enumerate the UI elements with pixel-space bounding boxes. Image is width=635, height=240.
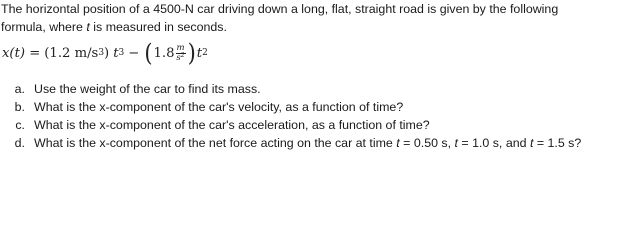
question-letter: b. xyxy=(14,100,25,114)
question-letter: d. xyxy=(14,136,25,150)
problem-statement xyxy=(1,0,629,36)
term1-variable: t xyxy=(113,45,119,61)
term2-coefficient: 1.8 xyxy=(153,45,175,61)
problem-line-2 xyxy=(1,18,629,36)
time-variable: t xyxy=(86,20,90,34)
term2-unit-denominator-base: s xyxy=(176,52,181,63)
question-a xyxy=(0,80,635,98)
question-b xyxy=(0,98,635,116)
question-text: Use the weight of the car to find its mass. xyxy=(34,82,261,96)
question-c xyxy=(0,116,635,134)
time-variable: t xyxy=(396,136,400,150)
minus-sign: − xyxy=(128,45,140,61)
term2-close-paren: ) xyxy=(187,38,196,67)
problem-line-1: The horizontal position of a 4500-N car driving down a long, flat, straight road is given by the following xyxy=(1,2,559,16)
question-letter: a. xyxy=(14,82,25,96)
time-variable: t xyxy=(454,136,458,150)
time-value-1: = 0.50 s, xyxy=(399,136,455,150)
position-formula: x(t) = (1.2 m/s 3 ) t 3 − ( 1.8 $\frac{m}{s^2}$ ) t 2 xyxy=(2,38,208,67)
time-value-2: = 1.0 s, and xyxy=(457,136,530,150)
term2-open-paren: ( xyxy=(144,38,153,67)
question-letter: c. xyxy=(15,118,25,132)
term1-close-paren: ) xyxy=(104,45,110,61)
term2-unit-fraction xyxy=(176,44,186,63)
problem-line-2-end: is measured in seconds. xyxy=(89,20,227,34)
question-text xyxy=(34,134,581,152)
term2-unit-denominator xyxy=(176,51,185,63)
formula-lhs: x(t) = xyxy=(2,45,41,61)
question-d-start: What is the x-component of the net force acting on the car at time xyxy=(34,136,397,150)
problem-line-2-start: formula, where xyxy=(1,20,87,34)
question-text: What is the x-component of the car's acceleration, as a function of time? xyxy=(34,118,430,132)
question-text: What is the x-component of the car's velocity, as a function of time? xyxy=(34,100,404,114)
term2-unit-numerator: m xyxy=(176,42,185,53)
term1-coefficient: (1.2 m/s xyxy=(44,45,99,61)
question-d xyxy=(0,134,635,152)
time-value-3: = 1.5 s? xyxy=(533,136,582,150)
question-list xyxy=(0,80,635,152)
time-variable: t xyxy=(529,136,534,150)
term2-unit-denominator-exponent: 2 xyxy=(180,51,185,59)
term2-variable: t xyxy=(196,45,203,61)
